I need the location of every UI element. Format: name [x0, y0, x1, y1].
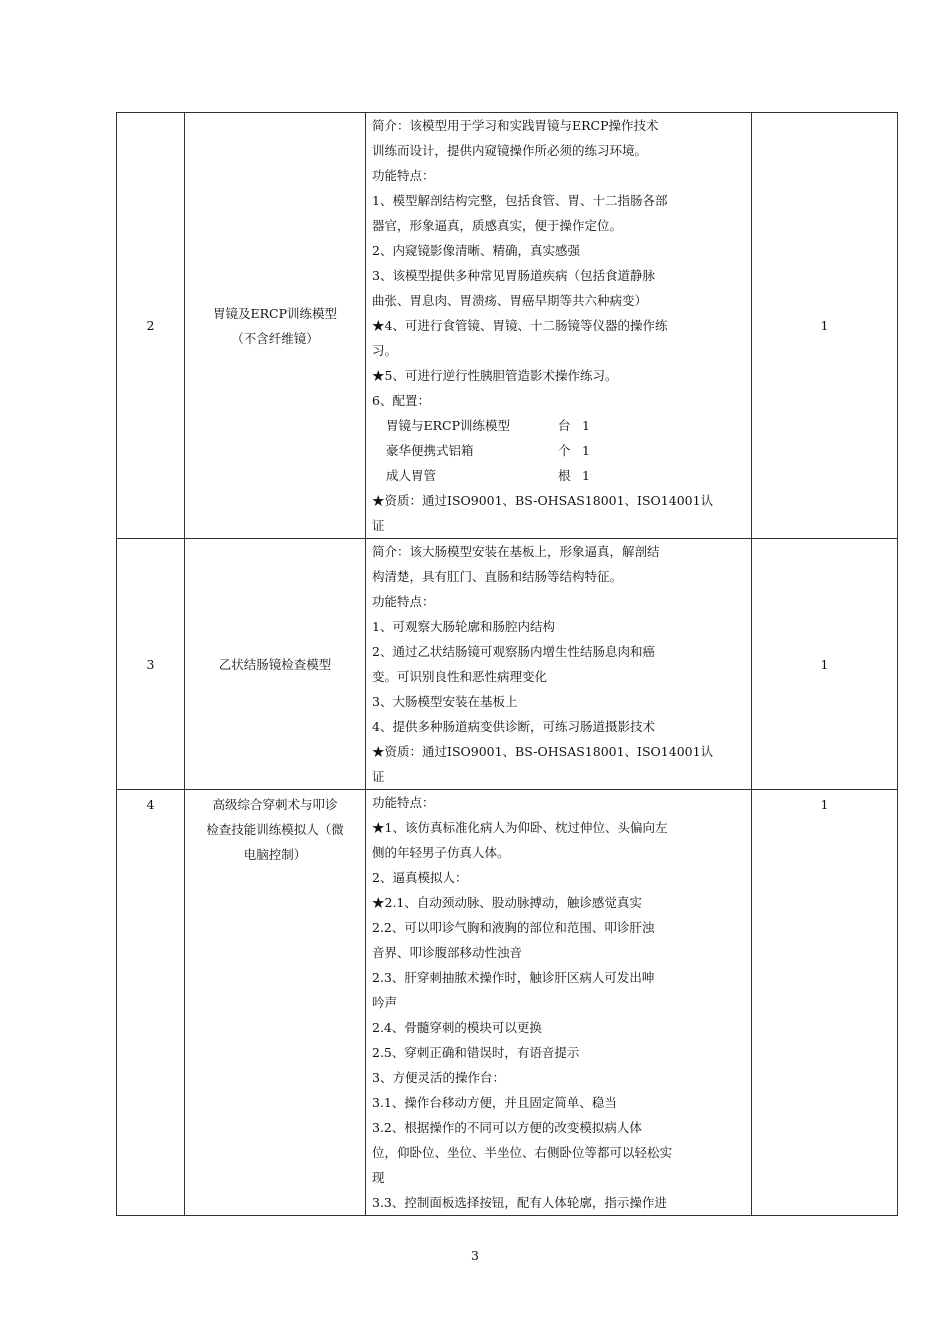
item-name-line: （不含纤维镜） [231, 330, 319, 346]
config-item-unit: 台 [558, 418, 571, 433]
item-name-line: 检查技能训练模拟人（微 [206, 822, 344, 837]
desc-line: ★2.1、自动颈动脉、股动脉搏动，触诊感觉真实 [372, 895, 642, 910]
desc-line: 变。可识别良性和恶性病理变化 [372, 669, 548, 684]
equipment-spec-table [116, 112, 898, 1216]
desc-line: 曲张、胃息肉、胃溃疡、胃癌早期等共六种病变） [372, 293, 648, 308]
config-item [372, 413, 745, 438]
table-row [117, 790, 898, 1216]
item-number: 3 [117, 539, 185, 790]
desc-line: 训练而设计，提供内窥镜操作所必须的练习环境。 [372, 143, 648, 158]
desc-line: 2、内窥镜影像清晰、精确，真实感强 [372, 243, 580, 258]
config-item-qty: 1 [582, 443, 590, 458]
item-name [185, 113, 366, 539]
desc-line: 2、逼真模拟人： [372, 870, 468, 885]
desc-line: 构清楚，具有肛门、直肠和结肠等结构特征。 [372, 569, 623, 584]
desc-line: 1、可观察大肠轮廓和肠腔内结构 [372, 619, 555, 634]
desc-line: 吟声 [372, 995, 398, 1010]
item-description [366, 790, 752, 1216]
desc-line: 证 [372, 518, 385, 533]
desc-line: 6、配置： [372, 393, 430, 408]
config-item-name: 成人胃管 [386, 468, 437, 483]
desc-line: 3.1、操作台移动方便，并且固定简单、稳当 [372, 1095, 617, 1110]
config-item-name: 豪华便携式铝箱 [386, 443, 474, 458]
desc-line: 证 [372, 769, 385, 784]
item-number: 2 [117, 113, 185, 539]
config-item [372, 438, 745, 463]
item-description [366, 539, 752, 790]
desc-line: 2.2、可以叩诊气胸和液胸的部位和范围、叩诊肝浊 [372, 920, 655, 935]
desc-line: 4、提供多种肠道病变供诊断，可练习肠道摄影技术 [372, 719, 655, 734]
config-item-name: 胃镜与ERCP训练模型 [386, 418, 511, 433]
item-name-line: 高级综合穿刺术与叩诊 [212, 797, 338, 812]
desc-line: 器官，形象逼真，质感真实，便于操作定位。 [372, 218, 623, 233]
item-quantity: 1 [752, 539, 898, 790]
item-name-line: 乙状结肠镜检查模型 [218, 656, 332, 672]
table-row [117, 539, 898, 790]
item-name [185, 539, 366, 790]
desc-line: ★1、该仿真标准化病人为仰卧、枕过伸位、头偏向左 [372, 820, 668, 835]
desc-line: ★资质：通过ISO9001、BS-OHSAS18001、ISO14001认 [372, 493, 714, 508]
item-name-line: 电脑控制） [243, 847, 307, 862]
desc-line: 现 [372, 1170, 385, 1185]
item-number: 4 [117, 790, 185, 1216]
desc-line: 3.3、控制面板选择按钮，配有人体轮廓，指示操作进 [372, 1195, 667, 1210]
desc-line: ★4、可进行食管镜、胃镜、十二肠镜等仪器的操作练 [372, 318, 668, 333]
desc-line: 1、模型解剖结构完整，包括食管、胃、十二指肠各部 [372, 193, 668, 208]
desc-line: ★资质：通过ISO9001、BS-OHSAS18001、ISO14001认 [372, 744, 714, 759]
desc-line: 2.4、骨髓穿刺的模块可以更换 [372, 1020, 542, 1035]
item-quantity: 1 [752, 113, 898, 539]
desc-line: 音界、叩诊腹部移动性浊音 [372, 945, 523, 960]
desc-line: 功能特点： [372, 795, 435, 810]
config-item-qty: 1 [582, 418, 590, 433]
desc-line: 3、大肠模型安装在基板上 [372, 694, 518, 709]
table-row [117, 113, 898, 539]
desc-line: 2.3、肝穿刺抽脓术操作时，触诊肝区病人可发出呻 [372, 970, 655, 985]
config-item [372, 463, 745, 488]
desc-line: 位，仰卧位、坐位、半坐位、右侧卧位等都可以轻松实 [372, 1145, 673, 1160]
config-item-unit: 根 [558, 468, 571, 483]
item-quantity: 1 [752, 790, 898, 1216]
desc-line: 3、方便灵活的操作台： [372, 1070, 505, 1085]
item-name [185, 790, 366, 1216]
desc-line: 简介：该大肠模型安装在基板上，形象逼真，解剖结 [372, 544, 660, 559]
desc-line: ★5、可进行逆行性胰胆管造影术操作练习。 [372, 368, 618, 383]
desc-line: 简介：该模型用于学习和实践胃镜与ERCP操作技术 [372, 118, 659, 133]
desc-line: 侧的年轻男子仿真人体。 [372, 845, 510, 860]
item-name-line: 胃镜及ERCP训练模型 [212, 305, 337, 321]
desc-line: 2.5、穿刺正确和错误时，有语音提示 [372, 1045, 580, 1060]
item-description [366, 113, 752, 539]
desc-line: 习。 [372, 343, 398, 358]
desc-line: 3.2、根据操作的不同可以方便的改变模拟病人体 [372, 1120, 642, 1135]
desc-line: 功能特点： [372, 594, 435, 609]
page-number: 3 [471, 1248, 479, 1263]
desc-line: 2、通过乙状结肠镜可观察肠内增生性结肠息肉和癌 [372, 644, 655, 659]
config-item-unit: 个 [558, 443, 571, 458]
desc-line: 功能特点： [372, 168, 435, 183]
desc-line: 3、该模型提供多种常见胃肠道疾病（包括食道静脉 [372, 268, 655, 283]
config-item-qty: 1 [582, 468, 590, 483]
